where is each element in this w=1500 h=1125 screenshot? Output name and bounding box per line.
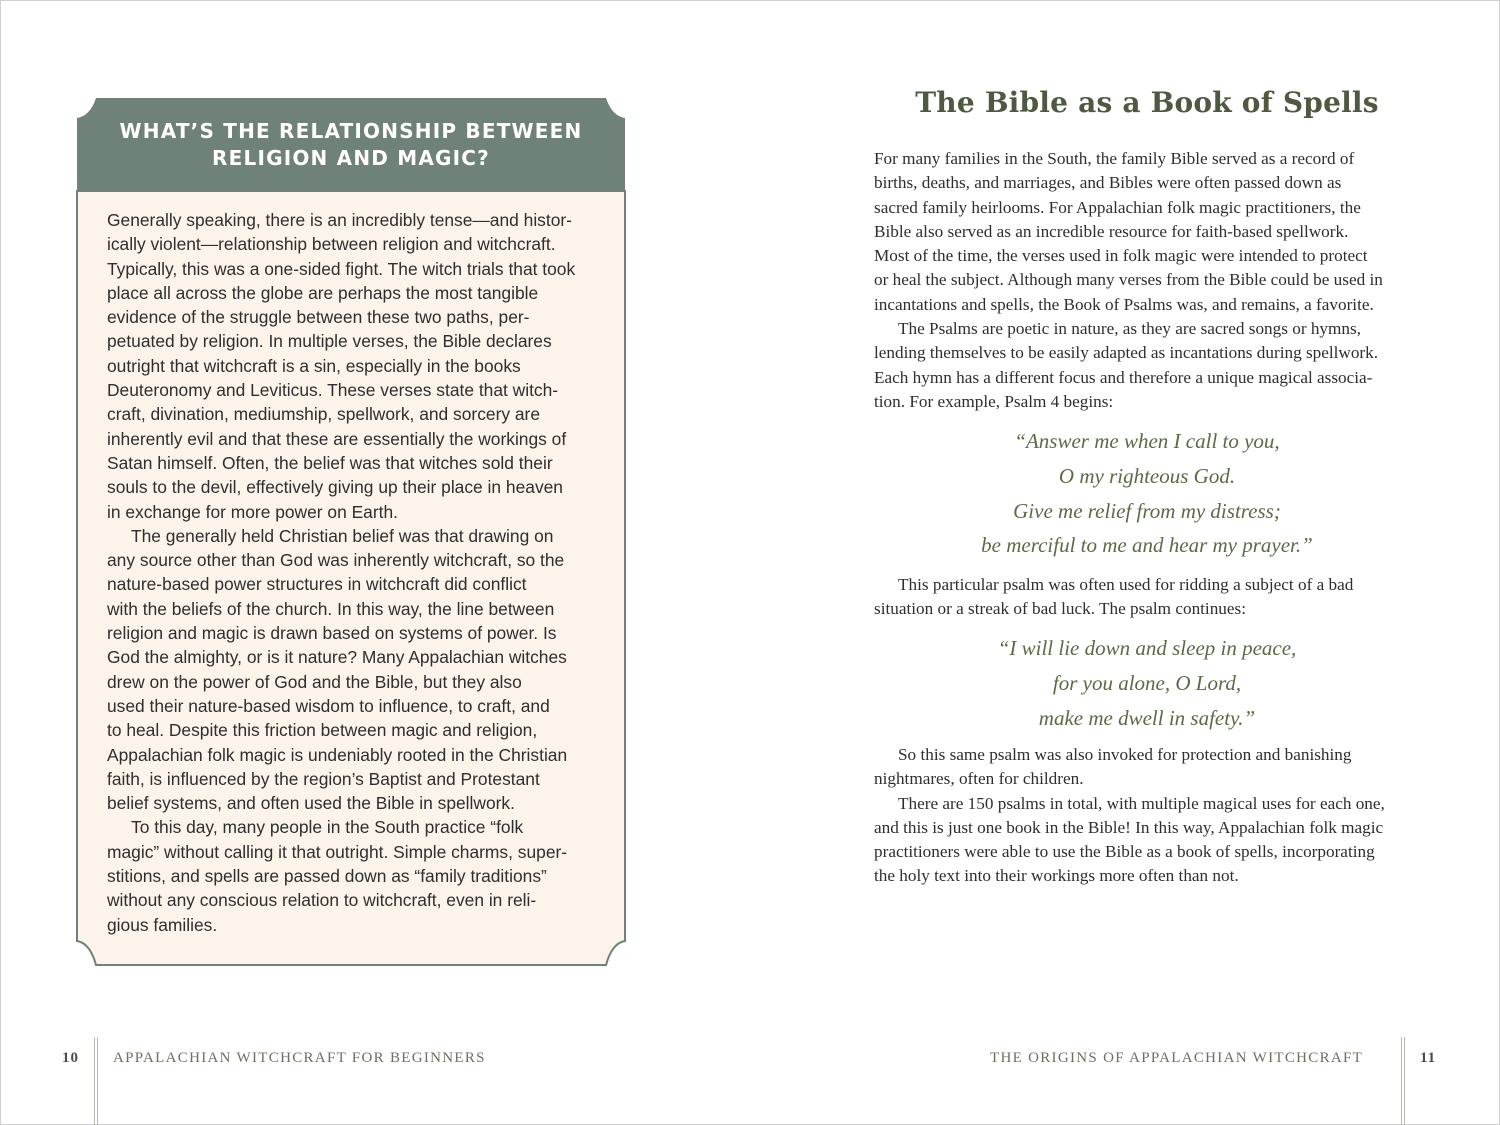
sidebar-box xyxy=(76,96,626,966)
body-line: Bible also served as an incredible resource for faith-based spellwork. xyxy=(874,221,1349,241)
sidebar-line: Deuteronomy and Leviticus. These verses state that witch- xyxy=(107,380,559,401)
body-line: births, deaths, and marriages, and Bibles were often passed down as xyxy=(874,173,1342,193)
body-line: tion. For example, Psalm 4 begins: xyxy=(874,391,1114,411)
psalm-verse-1 xyxy=(874,424,1420,563)
sidebar-line: ically violent—relationship between religion and witchcraft. xyxy=(107,234,556,255)
sidebar-line: Satan himself. Often, the belief was that witches sold their xyxy=(107,452,553,473)
sidebar-title xyxy=(76,118,626,172)
sidebar-line: religion and magic is drawn based on systems of power. Is xyxy=(107,623,557,644)
body-line: and this is just one book in the Bible! In this way, Appalachian folk magic xyxy=(874,817,1384,837)
sidebar-line: outright that witchcraft is a sin, especially in the books xyxy=(107,355,521,376)
left-footer-rule xyxy=(94,1037,98,1125)
sidebar-line: Appalachian folk magic is undeniably rooted in the Christian xyxy=(107,744,568,765)
sidebar-line: used their nature-based wisdom to influence, to craft, and xyxy=(107,695,550,716)
psalm-verse-2 xyxy=(874,631,1420,735)
verse-line: make me dwell in safety.” xyxy=(1038,705,1256,730)
body-line: Each hymn has a different focus and therefore a unique magical associa- xyxy=(874,367,1373,387)
sidebar-line: stitions, and spells are passed down as “family traditions” xyxy=(107,866,547,887)
sidebar-line: craft, divination, mediumship, spellwork, and sorcery are xyxy=(107,404,541,425)
sidebar-title-line: WHAT’S THE RELATIONSHIP BETWEEN xyxy=(119,119,583,143)
body-line: nightmares, often for children. xyxy=(874,769,1084,789)
body-paragraph-2 xyxy=(874,573,1434,622)
left-running-head: APPALACHIAN WITCHCRAFT FOR BEGINNERS xyxy=(113,1050,486,1066)
body-line: So this same psalm was also invoked for protection and banishing xyxy=(898,745,1352,764)
body-line: or heal the subject. Although many verses from the Bible could be used in xyxy=(874,270,1383,290)
body-line: This particular psalm was often used for ridding a subject of a bad xyxy=(898,575,1354,594)
verse-line: O my righteous God. xyxy=(1058,463,1236,488)
sidebar-line: God the almighty, or is it nature? Many Appalachian witches xyxy=(107,647,567,668)
verse-line: “I will lie down and sleep in peace, xyxy=(997,636,1297,660)
sidebar-line: Generally speaking, there is an incredibly tense—and histor- xyxy=(107,210,572,230)
body-line: the holy text into their workings more often than not. xyxy=(874,866,1239,886)
sidebar-line: place all across the globe are perhaps the most tangible xyxy=(107,282,539,303)
sidebar-line: gious families. xyxy=(107,914,218,935)
sidebar-line: inherently evil and that these are essentially the workings of xyxy=(107,428,567,449)
left-page-number: 10 xyxy=(62,1050,79,1066)
sidebar-line: souls to the devil, effectively giving up their place in heaven xyxy=(107,477,563,498)
right-page-number: 11 xyxy=(1420,1050,1437,1066)
sidebar-line: magic” without calling it that outright. Simple charms, super- xyxy=(107,841,568,862)
body-line: lending themselves to be easily adapted as incantations during spellwork. xyxy=(874,343,1379,363)
sidebar-body xyxy=(107,208,602,937)
sidebar-line: The generally held Christian belief was that drawing on xyxy=(131,525,554,546)
verse-line: for you alone, O Lord, xyxy=(1052,670,1242,695)
sidebar-line: Typically, this was a one-sided fight. The witch trials that took xyxy=(107,258,576,279)
sidebar-line: faith, is influenced by the region’s Baptist and Protestant xyxy=(107,768,540,789)
body-line: situation or a streak of bad luck. The psalm continues: xyxy=(874,599,1246,619)
sidebar-line: To this day, many people in the South practice “folk xyxy=(131,817,524,838)
right-footer-rule xyxy=(1401,1037,1405,1125)
right-running-head: THE ORIGINS OF APPALACHIAN WITCHCRAFT xyxy=(990,1050,1364,1066)
sidebar-line: belief systems, and often used the Bible in spellwork. xyxy=(107,793,515,814)
sidebar-line: nature-based power structures in witchcraft did conflict xyxy=(107,574,527,595)
verse-line: “Answer me when I call to you, xyxy=(1014,429,1280,453)
chapter-section-title: The Bible as a Book of Spells xyxy=(915,86,1379,119)
body-line: Most of the time, the verses used in folk magic were intended to protect xyxy=(874,246,1368,266)
body-line: For many families in the South, the family Bible served as a record of xyxy=(874,149,1355,168)
body-line: practitioners were able to use the Bible as a book of spells, incorporating xyxy=(874,842,1375,862)
body-line: sacred family heirlooms. For Appalachian folk magic practitioners, the xyxy=(874,197,1361,217)
sidebar-line: in exchange for more power on Earth. xyxy=(107,501,398,522)
sidebar-line: to heal. Despite this friction between magic and religion, xyxy=(107,720,538,741)
sidebar-title-line: RELIGION AND MAGIC? xyxy=(212,146,490,170)
body-line: The Psalms are poetic in nature, as they are sacred songs or hymns, xyxy=(898,319,1361,339)
sidebar-line: any source other than God was inherently witchcraft, so the xyxy=(107,550,565,571)
verse-line: Give me relief from my distress; xyxy=(1013,498,1281,523)
body-paragraph-1 xyxy=(874,147,1434,414)
body-paragraph-3 xyxy=(874,743,1434,889)
sidebar-line: without any conscious relation to witchcraft, even in reli- xyxy=(107,890,537,911)
verse-line: be merciful to me and hear my prayer.” xyxy=(981,533,1313,558)
sidebar-line: with the beliefs of the church. In this way, the line between xyxy=(107,598,555,619)
body-line: There are 150 psalms in total, with multiple magical uses for each one, xyxy=(898,793,1385,813)
sidebar-line: petuated by religion. In multiple verses, the Bible declares xyxy=(107,331,552,352)
sidebar-line: evidence of the struggle between these two paths, per- xyxy=(107,307,530,328)
sidebar-line: drew on the power of God and the Bible, but they also xyxy=(107,671,522,692)
body-line: incantations and spells, the Book of Psalms was, and remains, a favorite. xyxy=(874,294,1374,314)
